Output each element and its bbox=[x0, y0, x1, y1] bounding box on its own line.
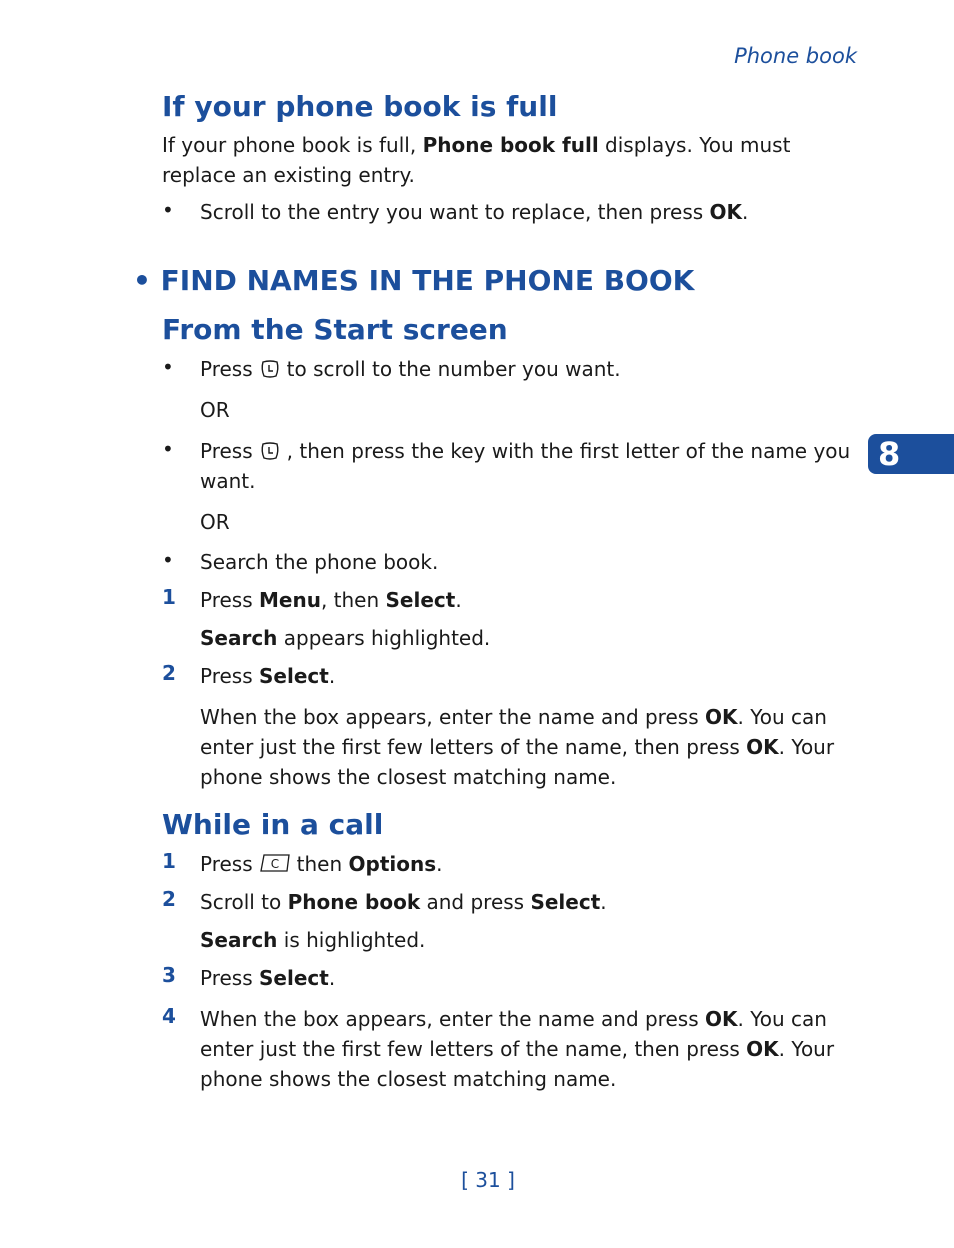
chapter-section-heading: • FIND NAMES IN THE PHONE BOOK bbox=[133, 264, 695, 297]
bullet-dot: • bbox=[162, 355, 174, 379]
step-number: 2 bbox=[162, 661, 176, 685]
scroll-key-icon bbox=[259, 439, 281, 459]
text-bold: Options bbox=[348, 852, 437, 876]
text: Scroll to the entry you want to replace, then press bbox=[200, 200, 710, 224]
text: If your phone book is full, bbox=[162, 133, 423, 157]
step-press-c bbox=[200, 849, 860, 879]
text: is highlighted. bbox=[277, 928, 426, 952]
step-scroll-phone-book bbox=[200, 887, 860, 917]
text: . bbox=[600, 890, 607, 914]
text: , then press the key with the first letter of the name you want. bbox=[200, 439, 851, 493]
text: . bbox=[436, 852, 443, 876]
paragraph-phone-book-full bbox=[162, 130, 862, 190]
subheading-while-in-call: While in a call bbox=[162, 808, 384, 841]
or-separator: OR bbox=[200, 510, 230, 534]
step-press-select bbox=[200, 963, 860, 993]
step-press-menu bbox=[200, 585, 860, 615]
bullet-dot: • bbox=[162, 437, 174, 461]
text-bold: Select bbox=[259, 664, 329, 688]
step-note bbox=[200, 623, 860, 653]
chapter-tab: 8 bbox=[868, 434, 954, 474]
text: to scroll to the number you want. bbox=[286, 357, 621, 381]
step-number: 1 bbox=[162, 585, 176, 609]
text-bold: OK bbox=[746, 735, 779, 759]
text-bold: Search bbox=[200, 928, 278, 952]
text: Press bbox=[200, 439, 253, 463]
text: Press bbox=[200, 357, 253, 381]
text: . Your phone shows the closest matching name. bbox=[200, 735, 835, 789]
bullet-dot: • bbox=[162, 548, 174, 572]
page-number: [ 31 ] bbox=[461, 1168, 515, 1192]
text: Press bbox=[200, 588, 259, 612]
text: then bbox=[296, 852, 349, 876]
text-bold: Select bbox=[530, 890, 601, 914]
text: . bbox=[328, 664, 336, 688]
subheading-start-screen: From the Start screen bbox=[162, 313, 508, 346]
text: When the box appears, enter the name and press bbox=[200, 705, 705, 729]
step-number: 2 bbox=[162, 887, 176, 911]
clear-key-label: C bbox=[270, 857, 279, 871]
step-paragraph bbox=[200, 702, 860, 792]
bullet-press-letter bbox=[200, 436, 860, 496]
text: . You can enter just the first few letters of the name, then press bbox=[200, 705, 827, 759]
text-bold: OK bbox=[704, 1007, 738, 1031]
step-number: 4 bbox=[162, 1004, 176, 1028]
scroll-key-icon bbox=[259, 357, 281, 377]
or-separator: OR bbox=[200, 398, 230, 422]
text-bold: Menu bbox=[259, 588, 321, 612]
text-bold: OK bbox=[704, 705, 738, 729]
bullet-search: Search the phone book. bbox=[200, 550, 439, 574]
step-note bbox=[200, 925, 860, 955]
step-number: 1 bbox=[162, 849, 176, 873]
text-bold: Select bbox=[259, 966, 329, 990]
text: When the box appears, enter the name and press bbox=[200, 1007, 705, 1031]
text: Scroll to bbox=[200, 890, 288, 914]
text: Press bbox=[200, 664, 259, 688]
text: . bbox=[742, 200, 749, 224]
text-bold: OK bbox=[709, 200, 743, 224]
running-head: Phone book bbox=[734, 44, 857, 68]
text-bold: Select bbox=[385, 588, 456, 612]
step-press-select bbox=[200, 661, 860, 691]
text-bold: OK bbox=[746, 1037, 779, 1061]
text: . bbox=[455, 588, 462, 612]
step-paragraph bbox=[200, 1004, 860, 1094]
text: . Your phone shows the closest matching name. bbox=[200, 1037, 835, 1091]
text-bold: Phone book bbox=[287, 890, 421, 914]
bullet-press-scroll bbox=[200, 354, 860, 384]
clear-key-icon bbox=[259, 851, 291, 869]
text-bold: Phone book full bbox=[422, 133, 599, 157]
section-heading-phone-book-full: If your phone book is full bbox=[162, 90, 558, 123]
text: displays. You must replace an existing entry. bbox=[162, 133, 791, 187]
text: . bbox=[328, 966, 336, 990]
text: Press bbox=[200, 852, 253, 876]
text: Press bbox=[200, 966, 259, 990]
bullet-dot: • bbox=[162, 198, 174, 222]
step-number: 3 bbox=[162, 963, 176, 987]
text-bold: Search bbox=[200, 626, 278, 650]
text: and press bbox=[420, 890, 531, 914]
bullet-replace-entry bbox=[200, 197, 860, 227]
text: appears highlighted. bbox=[277, 626, 491, 650]
text: , then bbox=[320, 588, 386, 612]
text: . You can enter just the first few letters of the name, then press bbox=[200, 1007, 827, 1061]
